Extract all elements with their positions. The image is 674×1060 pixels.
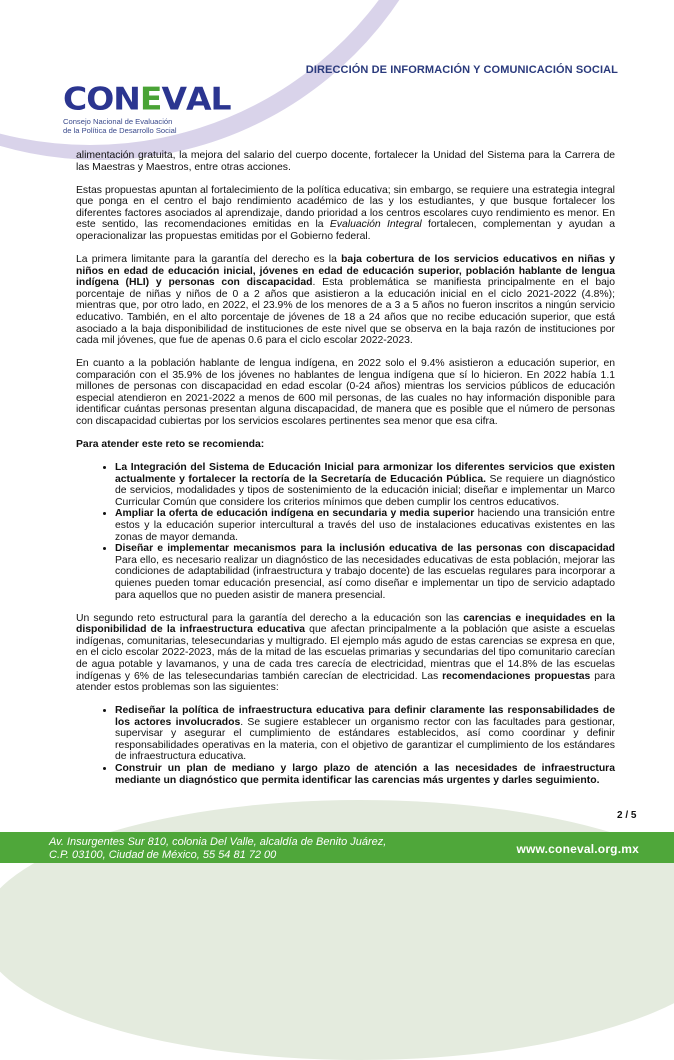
page-number: 2 / 5 xyxy=(617,810,637,821)
logo-subtitle xyxy=(63,117,208,135)
bold-text: Ampliar la oferta de educación indígena en secundaria y media superior xyxy=(115,508,475,520)
bold-text: La Integración del Sistema de Educación Inicial para armonizar los diferentes servicios que existen actualmente y fortalecer la rectoría de la Secretaría de Educación Pública. xyxy=(115,462,615,485)
text-run: Estas propuestas apuntan al fortalecimiento de la política educativa; sin embargo, se requiere una estrategia integral que ponga en el centro el bajo rendimiento académico de las y los estudiantes, y que busque fortalecer los diferentes factores asociados al aprendizaje, dando prioridad a los centros escolares cuyo rendimiento es menor. En este sentido, las recomendaciones emitidas en la xyxy=(76,184,615,231)
recommendation-list xyxy=(76,462,615,601)
document-body xyxy=(76,150,615,798)
text-run: Para ello, es necesario realizar un diagnóstico de las necesidades educativas de esta población, mejorar las condiciones de adaptabilidad (infraestructura y trabajo docente) de las escuelas regulares para incorporar a quienes pueden tomar educación presencial, así como diseñar e implementar un tipo de servicio adaptado para aquellos que no pueden asistir de manera presencial. xyxy=(115,554,615,601)
logo-letter: E xyxy=(139,80,162,118)
text-run: . Esta problemática se manifiesta principalmente en el bajo porcentaje de niñas y niños de 0 a 2 años que asistieron a la educación inicial en el ciclo 2021-2022 (4.8%); mientras que, por otro lado, en 2022, el 23.9% de los menores de a 3 a 5 años no fueron inscritos a ningún servicio educativo. También, en el alto porcentaje de jóvenes de 18 a 24 años que no recibe educación superior, que está asociado a la baja disponibilidad de instituciones de este nivel que se observa en la baja razón de instituciones por cada mil jóvenes, que fue de apenas 0.6 para el ciclo escolar 2022-2023. xyxy=(76,277,615,347)
logo-letter: N xyxy=(113,80,140,118)
list-item xyxy=(115,705,615,763)
list-item xyxy=(115,508,615,543)
logo-wordmark xyxy=(63,80,231,118)
footer-bar xyxy=(0,832,674,863)
bold-text: recomendaciones propuestas xyxy=(442,670,591,682)
text-run: que afectan principalmente a la población que asiste a escuelas indígenas, comunitarias, telesecundarias y multigrado. El ejemplo más agudo de estas carencias se expresa en que, en el ciclo escolar 2022-2023, más de la mitad de las escuelas primarias y secundarias del tipo comunitario carecían de agua potable y lavamanos, y una de cada tres carecía de electricidad, mientras que el 14.8% de las escuelas indígenas y 6% de las telesecundarias también carecían de electricidad. Las xyxy=(76,624,616,682)
bold-text: Rediseñar la política de infraestructura educativa para definir claramente las responsabilidades de los actores involucrados xyxy=(115,705,615,728)
text-run: Se requiere un diagnóstico de servicios, modalidades y tipos de sostenimiento de la educación inicial; diseñar e implementar un Marco Curricular Común que considere los criterios mínimos que deben cumplir los centros educativos. xyxy=(115,473,615,508)
emphasis-text: Evaluación Integral xyxy=(329,219,422,231)
text-run: La primera limitante para la garantía del derecho es la xyxy=(76,253,342,265)
logo-letter: V xyxy=(161,80,186,118)
paragraph xyxy=(76,613,615,694)
footer-website-link[interactable]: www.coneval.org.mx xyxy=(516,842,639,856)
paragraph xyxy=(76,185,615,243)
logo-letter: O xyxy=(86,80,114,118)
text-run: para atender estos problemas son las siguientes: xyxy=(76,670,616,694)
text-run: fortalecen, complementan y ayudan a operacionalizar las propuestas emitidas por el Gobierno federal. xyxy=(76,219,615,242)
logo-subtitle-line1: Consejo Nacional de Evaluación xyxy=(63,117,173,126)
paragraph: En cuanto a la población hablante de lengua indígena, en 2022 solo el 9.4% asistieron a educación superior, en comparación con el 35.9% de los jóvenes no hablantes de lengua indígena que sí lo hicieron. En 2022 había 1.1 millones de personas con discapacidad en edad escolar (0-24 años) mientras los servicios públicos de educación especial atendieron en 2021-2022 a menos de 600 mil personas, de las cuales no hay información disponible para identificar cuántas personas presentan alguna discapacidad, de manera que es posible que el número de personas con discapacidad cubiertas por los servicios escolares pertinentes sea menor que esa cifra. xyxy=(76,358,615,428)
logo-letter: A xyxy=(186,80,211,118)
text-run: haciendo una transición entre estos y la educación superior intercultural a través del uso de instalaciones educativas existentes en las zonas de mayor demanda. xyxy=(115,508,615,543)
footer-address-line1: Av. Insurgentes Sur 810, colonia Del Valle, alcaldía de Benito Juárez, xyxy=(49,836,387,848)
list-item xyxy=(115,462,615,508)
logo-letter: C xyxy=(63,80,87,118)
coneval-logo xyxy=(63,80,231,135)
bold-text: Construir un plan de mediano y largo plazo de atención a las necesidades de infraestructura mediante un diagnóstico que permita identificar las carencias más urgentes y darles seguimiento. xyxy=(115,763,615,786)
bold-text: Diseñar e implementar mecanismos para la inclusión educativa de las personas con discapacidad xyxy=(115,543,615,555)
footer-address-line2: C.P. 03100, Ciudad de México, 55 54 81 72 00 xyxy=(49,849,277,861)
list-item xyxy=(115,543,615,601)
text-run: Un segundo reto estructural para la garantía del derecho a la educación son las xyxy=(76,612,464,624)
paragraph: alimentación gratuita, la mejora del salario del cuerpo docente, fortalecer la Unidad del Sistema para la Carrera de las Maestras y Maestros, entre otras acciones. xyxy=(76,150,615,173)
bold-text: carencias e inequidades en la disponibilidad de la infraestructura educativa xyxy=(76,612,615,636)
list-item xyxy=(115,763,615,786)
text-run: . Se sugiere establecer un organismo rector con las facultades para gestionar, supervisar y asegurar el cumplimiento de estándares establecidos, así como coordinar y definir responsabilidades operativas en la materia, con el objetivo de garantizar el cumplimiento de los estándares de infraestructura educativa. xyxy=(115,716,616,763)
logo-subtitle-line2: de la Política de Desarrollo Social xyxy=(63,126,177,135)
footer-address xyxy=(49,836,386,862)
logo-letter: L xyxy=(210,80,231,118)
recommendation-list xyxy=(76,705,615,786)
paragraph xyxy=(76,254,615,347)
bold-text: Para atender este reto se recomienda: xyxy=(76,439,265,451)
bold-text: baja cobertura de los servicios educativos en niñas y niños en edad de educación inicial, jóvenes en edad de educación superior, población hablante de lengua indígena (HLI) y personas con discapacidad xyxy=(76,253,616,289)
document-header: DIRECCIÓN DE INFORMACIÓN Y COMUNICACIÓN SOCIAL xyxy=(305,64,618,76)
paragraph xyxy=(76,439,615,451)
